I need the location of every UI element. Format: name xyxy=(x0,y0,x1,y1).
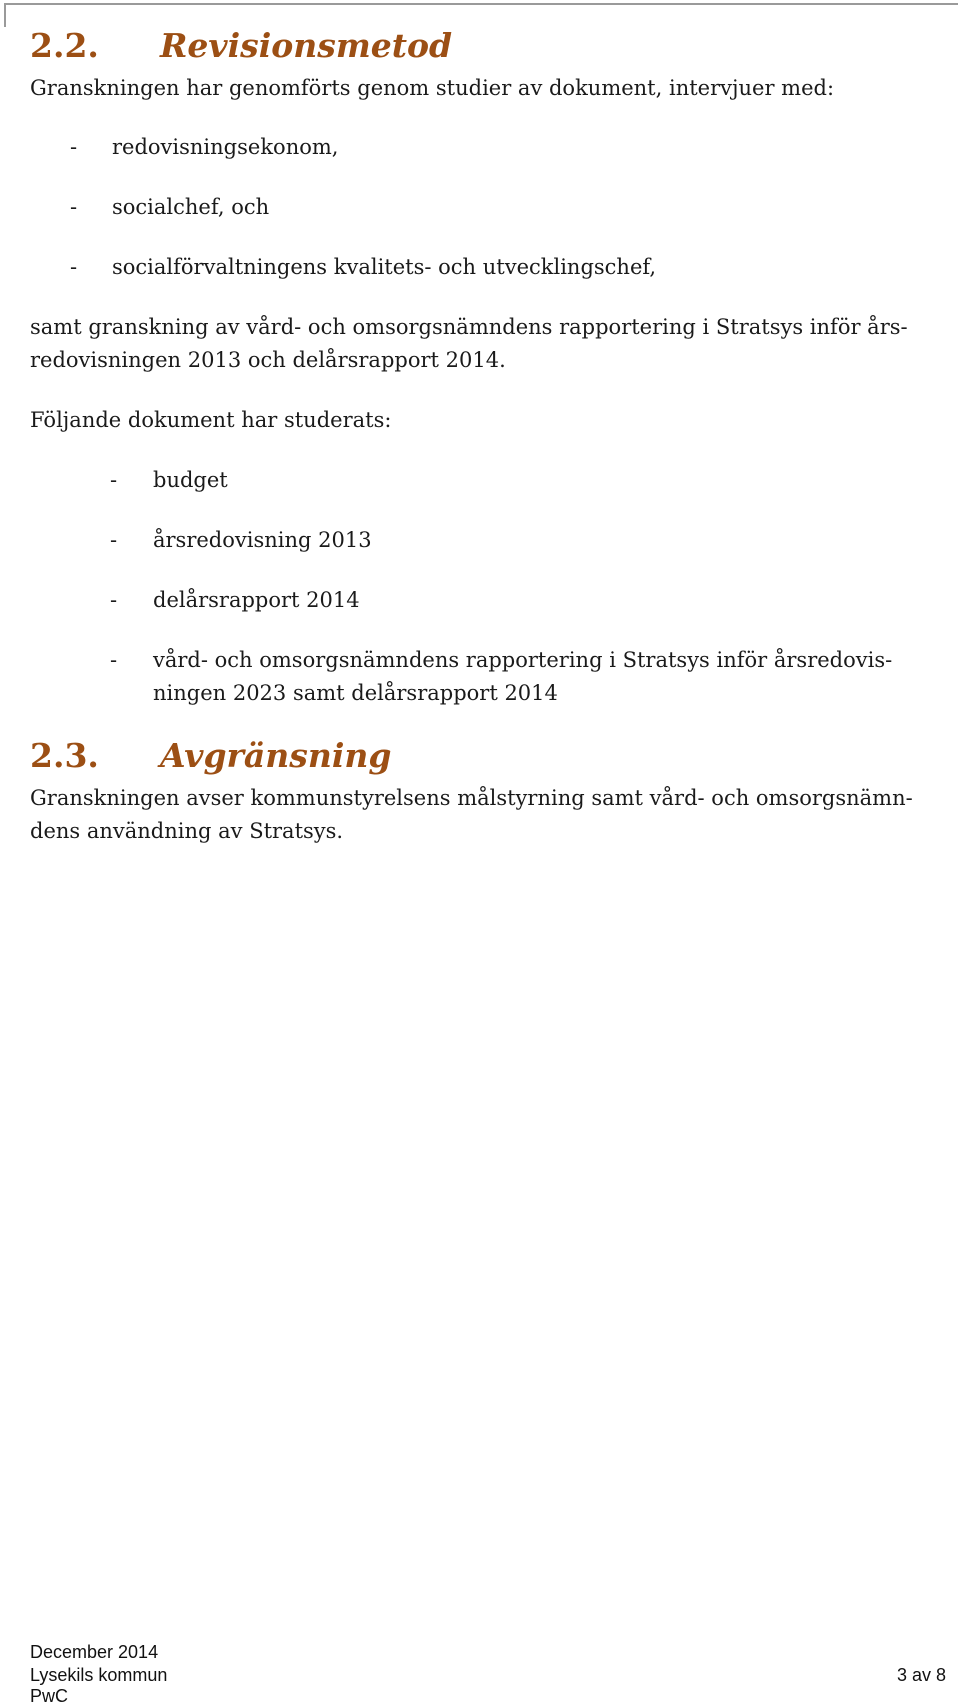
list-item-text: socialförvaltningens kvalitets- och utvecklingschef, xyxy=(112,255,657,279)
section-heading-revisionsmetod xyxy=(30,26,452,66)
section-number: 2.3. xyxy=(30,736,99,775)
page-number: 3 av 8 xyxy=(896,1665,946,1685)
section-number: 2.2. xyxy=(30,26,99,65)
list-item-text: vård- och omsorgsnämndens rapportering i Stratsys inför årsredovis- xyxy=(153,648,893,672)
list-item-text: redovisningsekonom, xyxy=(112,135,339,159)
list-item-text: ningen 2023 samt delårsrapport 2014 xyxy=(153,681,558,705)
list-dash: - xyxy=(70,255,78,279)
list-dash: - xyxy=(70,135,78,159)
intro-paragraph: Granskningen har genomförts genom studier av dokument, intervjuer med: xyxy=(30,76,835,100)
section-title: Avgränsning xyxy=(160,736,392,775)
paragraph-line: samt granskning av vård- och omsorgsnämndens rapportering i Stratsys inför års- xyxy=(30,315,908,339)
documents-intro: Följande dokument har studerats: xyxy=(30,408,392,432)
list-dash: - xyxy=(110,588,118,612)
footer-company: PwC xyxy=(30,1686,69,1706)
paragraph-line: redovisningen 2013 och delårsrapport 2014. xyxy=(30,348,506,372)
list-item-text: socialchef, och xyxy=(112,195,270,219)
footer-municipality: Lysekils kommun xyxy=(30,1665,168,1685)
list-item-text: budget xyxy=(153,468,228,492)
list-dash: - xyxy=(70,195,78,219)
page-border-top xyxy=(4,3,958,5)
list-dash: - xyxy=(110,648,118,672)
page-border-left xyxy=(4,3,6,27)
list-item-text: delårsrapport 2014 xyxy=(153,588,360,612)
section-title: Revisionsmetod xyxy=(160,26,453,65)
list-dash: - xyxy=(110,468,118,492)
list-item-continuation xyxy=(153,677,558,709)
paragraph-line: Granskningen avser kommunstyrelsens målstyrning samt vård- och omsorgsnämn- xyxy=(30,786,913,810)
list-dash: - xyxy=(110,528,118,552)
footer-date: December 2014 xyxy=(30,1642,159,1662)
paragraph-line: dens användning av Stratsys. xyxy=(30,819,344,843)
list-item-text: årsredovisning 2013 xyxy=(153,528,372,552)
section-heading-avgransning xyxy=(30,736,391,776)
